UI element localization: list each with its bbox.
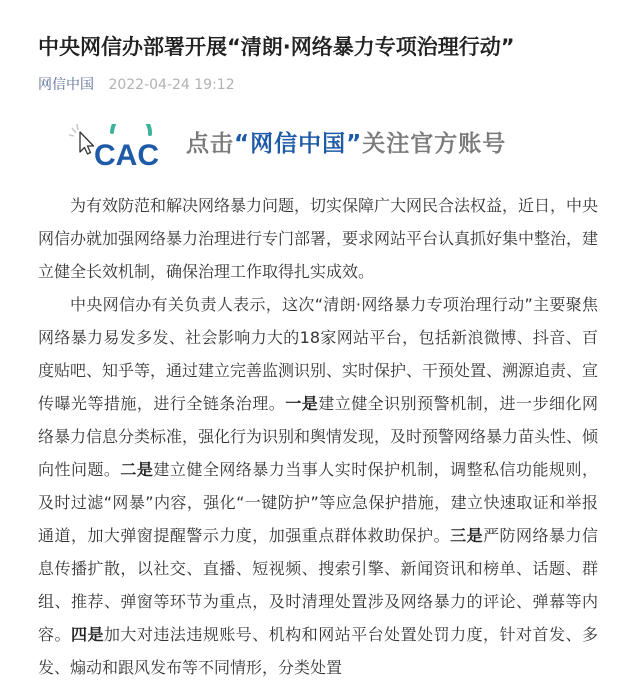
point-1-text: 建立健全识别预警机制，进一步细化网络暴力信息分类标准，强化行为识别和舆情发现，及时预警网络暴力苗头性、倾向性问题。: [38, 394, 599, 479]
article-meta: [38, 74, 235, 96]
cac-logo: [92, 124, 182, 168]
article-title: 中央网信办部署开展“清朗·网络暴力专项治理行动”: [38, 35, 515, 59]
slogan-prefix: 点击: [186, 131, 234, 157]
point-4-text: 加大对违法违规账号、机构和网站平台处置处罚力度，针对首发、多发、煽动和跟风发布等不同情形，分类处置: [38, 625, 598, 677]
point-4-label: 四是: [70, 625, 104, 644]
paragraph-2-intro: 中央网信办有关负责人表示，这次“清朗·网络暴力专项治理行动”主要聚焦网络暴力易发多发、社会影响力大的18家网站平台，包括新浪微博、抖音、百度贴吧、知乎等，通过建立完善监测识别、实时保护、干预处置、溯源追责、宣传曝光等措施，进行全链条治理。: [38, 295, 599, 413]
point-3-label: 三是: [450, 526, 484, 545]
svg-text:CAC: CAC: [94, 139, 159, 168]
point-2-text: 建立健全网络暴力当事人实时保护机制，调整私信功能规则，及时过滤“网暴”内容，强化“一键防护”等应急保护措施，建立快速取证和举报通道，加大弹窗提醒警示力度，加强重点群体救助保护。: [38, 460, 598, 545]
account-name-link[interactable]: 网信中国: [38, 77, 94, 93]
publish-time: 2022-04-24 19:12: [108, 77, 235, 93]
paragraph-1: 为有效防范和解决网络暴力问题，切实保障广大网民合法权益，近日，中央网信办就加强网络暴力治理进行专门部署，要求网站平台认真抓好集中整治，建立健全长效机制，确保治理工作取得扎实成效。: [38, 196, 599, 281]
follow-slogan: [186, 125, 506, 163]
article-body: [38, 189, 598, 684]
slogan-account-name: “网信中国”: [234, 131, 363, 157]
slogan-suffix: 关注官方账号: [362, 131, 507, 157]
point-2-label: 二是: [120, 460, 154, 479]
follow-banner[interactable]: [58, 120, 568, 172]
paragraph-2: [38, 288, 598, 684]
point-3-text: 严防网络暴力信息传播扩散，以社交、直播、短视频、搜索引擎、新闻资讯和榜单、话题、群组、推荐、弹窗等环节为重点，及时清理处置涉及网络暴力的评论、弹幕等内容。: [38, 526, 598, 644]
point-1-label: 一是: [285, 394, 319, 413]
